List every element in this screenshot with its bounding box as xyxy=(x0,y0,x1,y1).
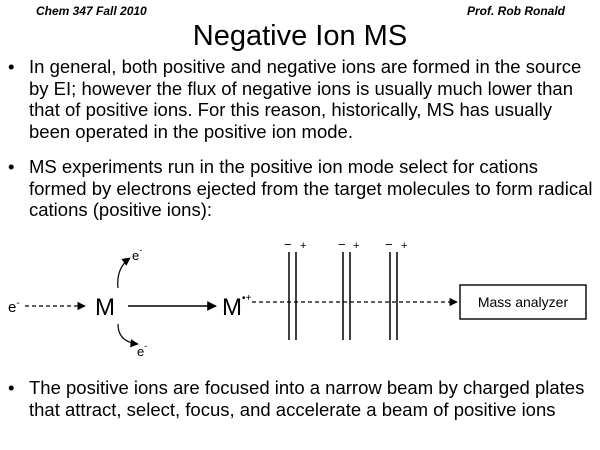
svg-text:+: + xyxy=(401,240,408,252)
bullet-text: MS experiments run in the positive ion mode select for cations formed by electrons ejected from the target molecules to form radical cations (positive ions): xyxy=(29,156,593,220)
bullet-item-2 xyxy=(8,156,596,221)
slide-title: Negative Ion MS xyxy=(192,20,408,52)
plate-pair-1 xyxy=(284,237,306,340)
ejected-electron-arrow-top xyxy=(118,258,130,288)
bullet-text: In general, both positive and negative ions are formed in the source by EI; however the flux of negative ions is usually much lower than that of positive ions. For this reason, historically, MS has usually been operated in the positive ion mode. xyxy=(29,56,582,142)
course-header: Chem 347 Fall 2010 xyxy=(36,4,147,18)
svg-text:−: − xyxy=(338,237,346,252)
electron-bottom-label: e- xyxy=(137,341,148,359)
radical-cation-label: M•+ xyxy=(222,293,252,321)
molecule-label: M xyxy=(95,294,115,321)
bullet-marker: • xyxy=(8,377,15,398)
svg-text:−: − xyxy=(385,237,393,252)
plate-pair-3 xyxy=(385,237,407,340)
bullet-item-3 xyxy=(8,377,596,420)
electron-top-label: e- xyxy=(132,245,143,263)
bullet-item-1 xyxy=(8,56,596,142)
svg-text:+: + xyxy=(300,240,307,252)
svg-text:+: + xyxy=(353,240,360,252)
author-header: Prof. Rob Ronald xyxy=(467,4,565,18)
ionization-diagram xyxy=(0,232,600,372)
bullet-marker: • xyxy=(8,56,15,77)
plate-pair-2 xyxy=(338,237,359,340)
ejected-electron-arrow-bottom xyxy=(118,324,138,344)
bullet-text: The positive ions are focused into a narrow beam by charged plates that attract, select, focus, and accelerate a beam of positive ions xyxy=(29,377,585,420)
mass-analyzer-label: Mass analyzer xyxy=(477,294,569,310)
svg-text:−: − xyxy=(284,237,292,252)
electron-in-label: e- xyxy=(8,298,20,316)
bullet-marker: • xyxy=(8,156,15,177)
